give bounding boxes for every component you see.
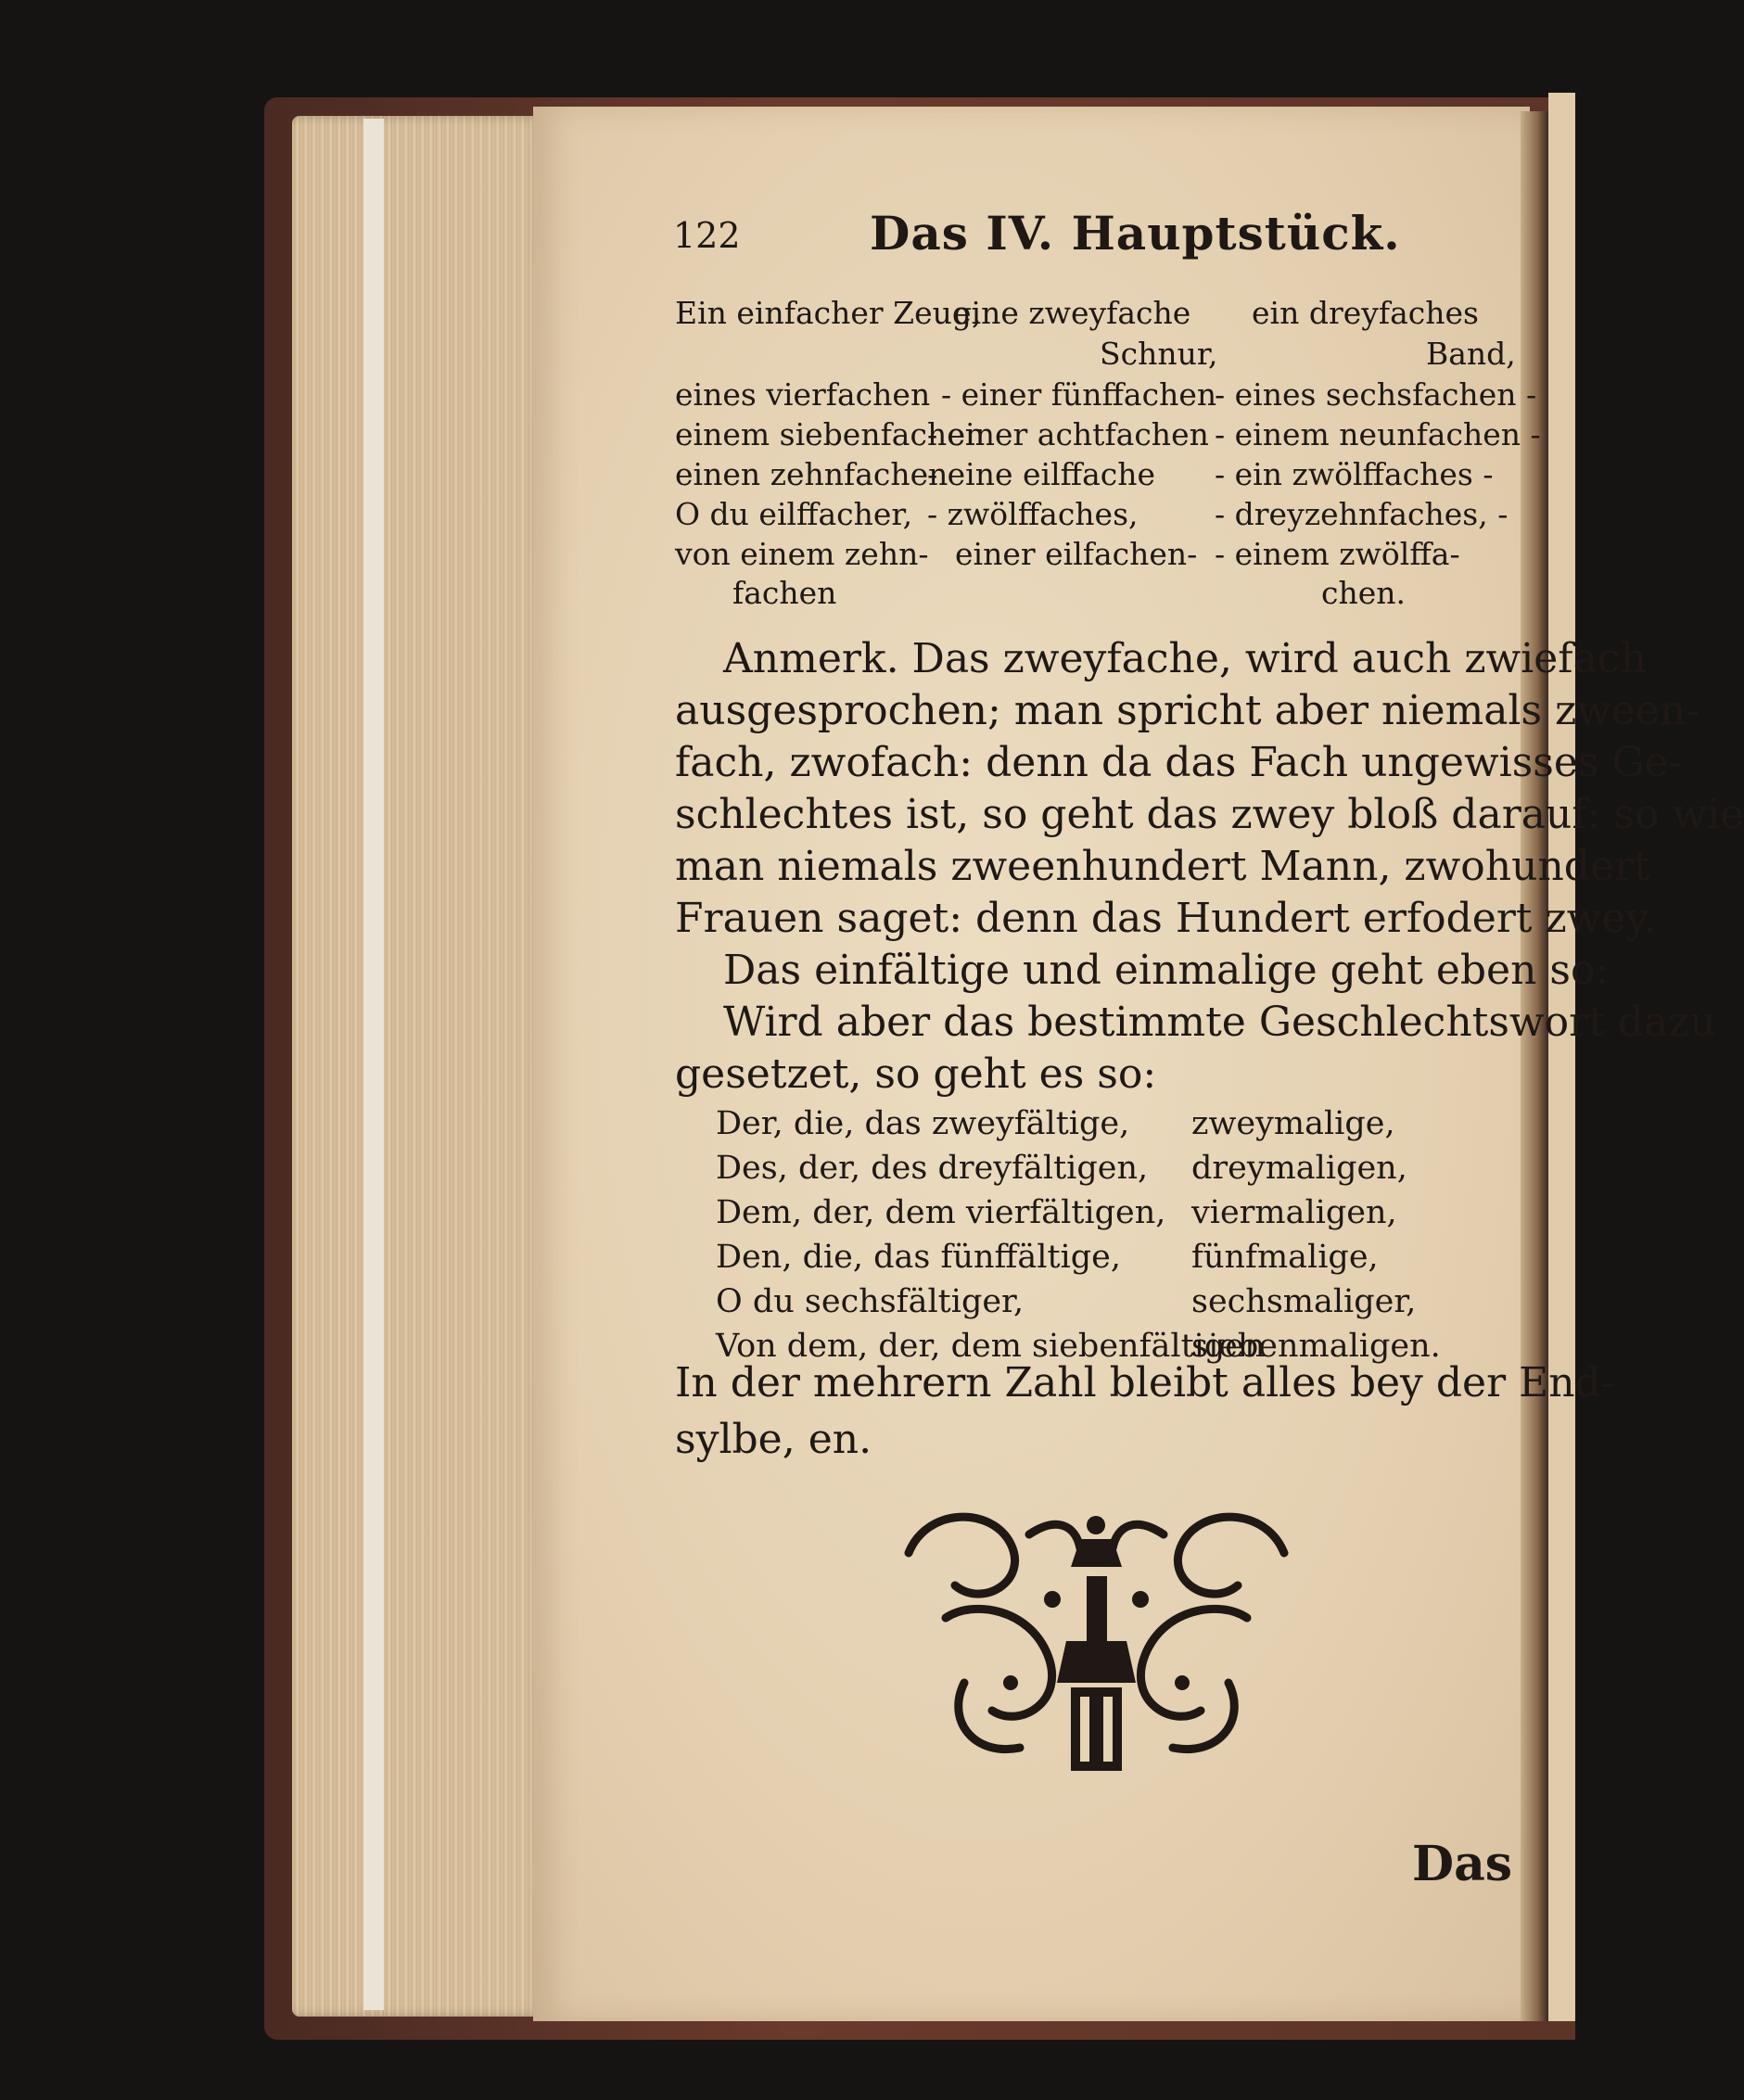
page-number: 122 bbox=[673, 215, 741, 256]
table-cell: - einer fünffachen bbox=[941, 376, 1217, 413]
declension-right: siebenmaligen. bbox=[1191, 1328, 1441, 1365]
table-cell: - eine eilffache bbox=[927, 456, 1156, 492]
table-cell: fachen bbox=[732, 575, 837, 611]
table-cell: einen zehnfachen bbox=[675, 456, 948, 492]
text-line: gesetzet, so geht es so: bbox=[675, 1050, 1157, 1098]
page-edge-highlight bbox=[363, 119, 384, 2010]
declension-left: O du sechsfältiger, bbox=[716, 1283, 1025, 1320]
declension-left: Den, die, das fünffältige, bbox=[716, 1239, 1121, 1276]
declension-left: Der, die, das zweyfältige, bbox=[716, 1105, 1130, 1142]
page-edges bbox=[292, 116, 542, 2017]
table-cell: eine zweyfache bbox=[953, 295, 1191, 331]
table-cell: O du eilffacher, bbox=[675, 496, 913, 532]
declension-right: sechsmaliger, bbox=[1191, 1283, 1417, 1320]
catchword: Das bbox=[1412, 1836, 1513, 1892]
table-cell: Band, bbox=[1426, 336, 1516, 372]
table-cell: chen. bbox=[1321, 575, 1407, 611]
text-line: sylbe, en. bbox=[675, 1416, 872, 1463]
text-line: schlechtes ist, so geht das zwey bloß darauf: so wie bbox=[675, 791, 1744, 838]
text-line: fach, zwofach: denn da das Fach ungewisses Ge- bbox=[675, 739, 1683, 786]
text-line: man niemals zweenhundert Mann, zwohundert bbox=[675, 843, 1650, 890]
text-line: Wird aber das bestimmte Geschlechtswort dazu bbox=[723, 999, 1716, 1046]
text-line: Frauen saget: denn das Hundert erfodert zwey. bbox=[675, 895, 1657, 942]
declension-right: fünfmalige, bbox=[1191, 1239, 1379, 1276]
text-line: In der mehrern Zahl bleibt alles bey der End- bbox=[675, 1359, 1615, 1406]
table-cell: eines vierfachen bbox=[675, 376, 931, 413]
table-cell: von einem zehn- bbox=[675, 536, 929, 572]
ornament-vignette bbox=[890, 1497, 1303, 1794]
table-cell: - zwölffaches, bbox=[927, 496, 1139, 532]
declension-left: Des, der, des dreyfältigen, bbox=[716, 1150, 1149, 1187]
table-cell: Ein einfacher Zeug, bbox=[675, 295, 982, 331]
table-cell: - dreyzehnfaches, - bbox=[1215, 496, 1508, 532]
declension-right: zweymalige, bbox=[1191, 1105, 1395, 1142]
table-cell: - eines sechsfachen - bbox=[1215, 376, 1537, 413]
facing-page-edge bbox=[1548, 93, 1575, 2021]
table-cell: ein dreyfaches bbox=[1252, 295, 1479, 331]
running-title: Das IV. Hauptstück. bbox=[870, 206, 1401, 261]
table-cell: - ein zwölffaches - bbox=[1215, 456, 1494, 492]
text-line: ausgesprochen; man spricht aber niemals zween- bbox=[675, 687, 1700, 734]
table-cell: einer eilfachen- bbox=[955, 536, 1198, 572]
table-cell: Schnur, bbox=[1100, 336, 1218, 372]
declension-right: dreymaligen, bbox=[1191, 1150, 1407, 1187]
table-cell: - einer achtfachen bbox=[927, 416, 1209, 452]
table-cell: - einem neunfachen - bbox=[1215, 416, 1541, 452]
declension-left: Von dem, der, dem siebenfältigen bbox=[716, 1328, 1266, 1365]
text-line: Anmerk. Das zweyfache, wird auch zwiefach bbox=[723, 635, 1647, 682]
declension-right: viermaligen, bbox=[1191, 1194, 1397, 1231]
table-cell: einem siebenfachen bbox=[675, 416, 985, 452]
text-line: Das einfältige und einmalige geht eben so: bbox=[723, 947, 1610, 994]
declension-left: Dem, der, dem vierfältigen, bbox=[716, 1194, 1166, 1231]
table-cell: - einem zwölffa- bbox=[1215, 536, 1460, 572]
